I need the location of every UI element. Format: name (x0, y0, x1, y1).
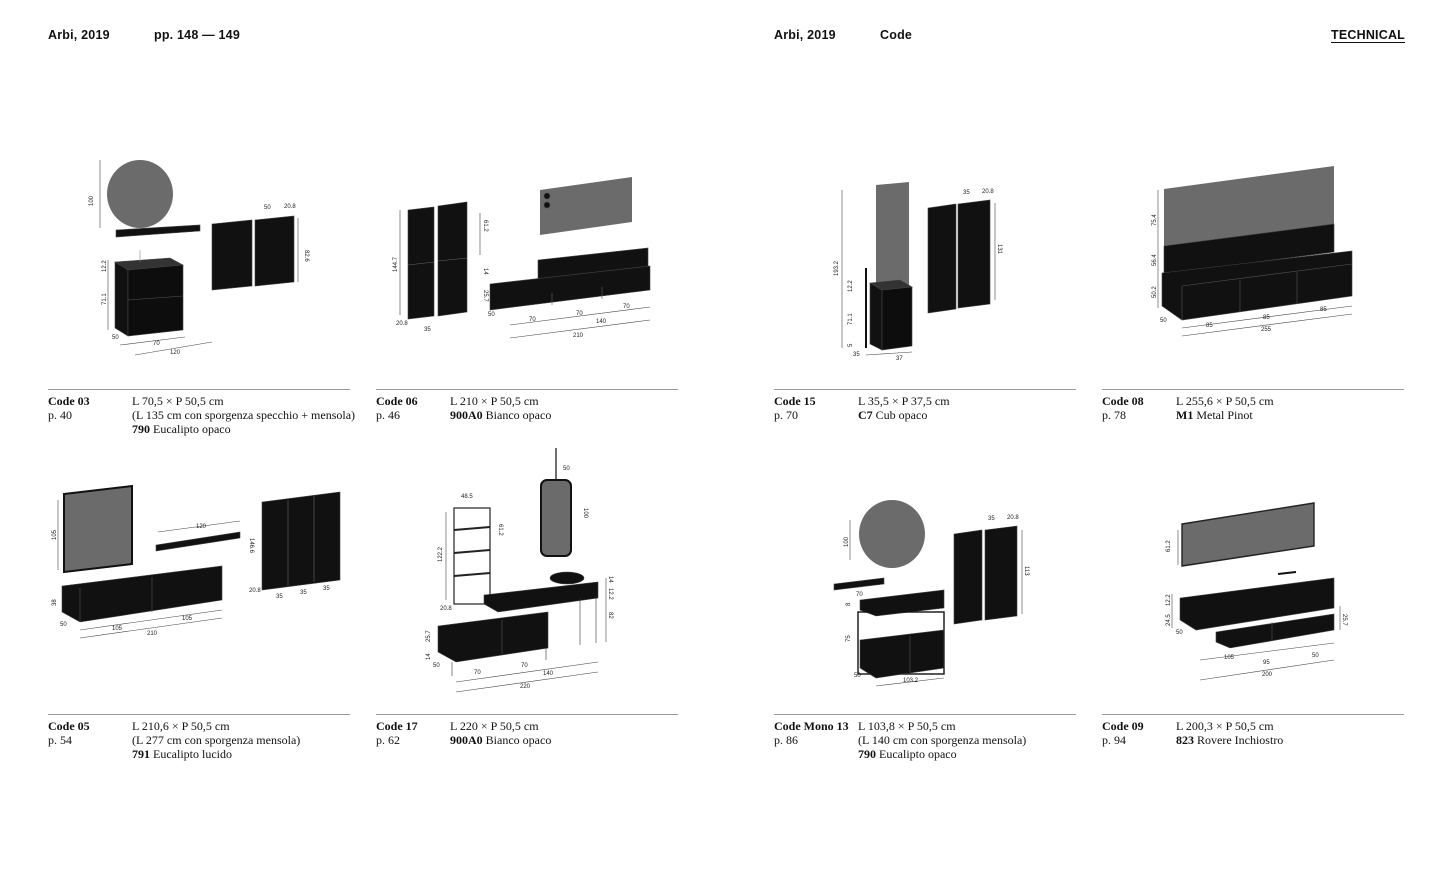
dim-label: 37 (896, 356, 903, 362)
item-dimensions: L 35,5 × P 37,5 cm (858, 394, 950, 408)
dim-label: 85 (1320, 307, 1327, 313)
dim-label: 70 (623, 304, 630, 310)
finish-name: Metal Pinot (1196, 408, 1253, 422)
item-dimensions: L 70,5 × P 50,5 cm (132, 394, 224, 408)
item-dimensions: L 210 × P 50,5 cm (450, 394, 539, 408)
dim-label: 85 (1263, 315, 1270, 321)
dim-label: 48.5 (461, 494, 473, 500)
drawing-code-06 (400, 177, 650, 338)
dim-label: 35 (988, 516, 995, 522)
item-code: Code Mono 13 (774, 719, 849, 733)
dim-label: 71.1 (848, 313, 854, 325)
dim-label: 140 (543, 671, 554, 677)
drawing-code-17 (438, 448, 606, 692)
item-page: p. 86 (774, 733, 798, 747)
dim-label: 20.8 (1007, 515, 1019, 521)
divider (1102, 389, 1404, 390)
finish-name: Rovere Inchiostro (1197, 733, 1284, 747)
dim-label: 70 (529, 317, 536, 323)
finish-code: M1 (1176, 408, 1194, 422)
dim-label: 70 (153, 341, 160, 347)
dim-label: 25.7 (426, 630, 432, 642)
item-dimensions: L 200,3 × P 50,5 cm (1176, 719, 1274, 733)
dim-label: 12.2 (848, 280, 854, 292)
item-code: Code 15 (774, 394, 816, 408)
dim-label: 120 (170, 350, 181, 356)
dim-label: 61.2 (1166, 540, 1172, 552)
dim-label: 14 (426, 653, 432, 660)
divider (376, 389, 678, 390)
finish-name: Eucalipto opaco (153, 422, 231, 436)
dim-label: 95 (1263, 660, 1270, 666)
dim-label: 70 (474, 670, 481, 676)
dim-label: 50 (1176, 630, 1183, 636)
dim-label: 103.2 (903, 678, 919, 684)
item-code: Code 17 (376, 719, 418, 733)
item-dimensions: L 210,6 × P 50,5 cm (132, 719, 230, 733)
dim-label: 12.2 (102, 260, 108, 272)
divider (774, 389, 1076, 390)
finish-code: C7 (858, 408, 873, 422)
dim-label: 12.2 (1166, 594, 1172, 606)
dim-label: 35 (323, 586, 330, 592)
finish-code: 900A0 (450, 733, 483, 747)
dim-label: 144.7 (393, 256, 399, 272)
dim-label: 20.8 (396, 321, 408, 327)
dim-label: 35 (300, 590, 307, 596)
dim-label: 122.2 (438, 546, 444, 562)
dim-label: 120 (196, 524, 207, 530)
item-finish (1176, 733, 1283, 748)
dim-label: 50 (60, 622, 67, 628)
dim-label: 50 (854, 673, 861, 679)
divider (774, 714, 1076, 715)
finish-code: 790 (132, 422, 150, 436)
dim-label: 210 (573, 333, 584, 339)
drawing-code-05 (58, 486, 340, 638)
finish-name: Eucalipto opaco (879, 747, 957, 761)
dim-label: 220 (520, 684, 531, 690)
item-finish (450, 733, 551, 748)
dim-label: 14 (607, 576, 613, 583)
item-dimensions: L 255,6 × P 50,5 cm (1176, 394, 1274, 408)
dim-label: 5 (848, 343, 854, 347)
dim-label: 20.8 (982, 189, 994, 195)
dim-label: 25.7 (1341, 614, 1347, 626)
header-section-technical: TECHNICAL (1331, 28, 1406, 42)
divider (48, 389, 350, 390)
item-finish (132, 422, 231, 437)
item-note: (L 140 cm con sporgenza mensola) (858, 733, 1027, 747)
dim-label: 12.2 (607, 588, 613, 600)
header-page-range: pp. 148 — 149 (154, 28, 240, 42)
dim-label: 200 (1262, 672, 1273, 678)
finish-name: Eucalipto lucido (153, 747, 232, 761)
dim-label: 70 (521, 663, 528, 669)
item-code: Code 06 (376, 394, 418, 408)
dim-label: 131 (996, 244, 1002, 255)
dim-label: 82.6 (303, 250, 309, 262)
dim-label: 25.7 (482, 290, 488, 302)
dim-label: 20.8 (249, 588, 261, 594)
dim-label: 20.8 (284, 204, 296, 210)
dim-label: 50 (112, 335, 119, 341)
finish-code: 790 (858, 747, 876, 761)
finish-code: 900A0 (450, 408, 483, 422)
dim-label: 35 (424, 327, 431, 333)
item-finish (858, 747, 957, 762)
item-page: p. 70 (774, 408, 798, 422)
dim-label: 14 (482, 268, 488, 275)
item-note: (L 135 cm con sporgenza specchio + mensola) (132, 408, 356, 422)
dim-label: 105 (112, 626, 123, 632)
dim-label: 100 (582, 508, 588, 519)
item-code: Code 09 (1102, 719, 1144, 733)
item-page: p. 40 (48, 408, 72, 422)
finish-code: 791 (132, 747, 150, 761)
item-finish (1176, 408, 1253, 423)
dim-label: 56.4 (1152, 254, 1158, 266)
item-note: (L 277 cm con sporgenza mensola) (132, 733, 301, 747)
dim-label: 100 (844, 536, 850, 547)
item-page: p. 78 (1102, 408, 1126, 422)
dim-label: 8 (846, 602, 852, 606)
dim-label: 75 (846, 635, 852, 642)
drawing-code-15 (842, 182, 995, 355)
dim-label: 61.2 (497, 524, 503, 536)
finish-name: Bianco opaco (485, 408, 552, 422)
dim-label: 24.5 (1166, 614, 1172, 626)
dim-label: 75.4 (1152, 214, 1158, 226)
header-brand-right: Arbi, 2019 (774, 28, 836, 42)
dim-label: 35 (963, 190, 970, 196)
finish-name: Bianco opaco (485, 733, 552, 747)
item-page: p. 46 (376, 408, 400, 422)
dim-label: 100 (89, 195, 95, 206)
dim-label: 50 (563, 466, 570, 472)
dim-label: 105 (52, 529, 58, 540)
dim-label: 140 (596, 319, 607, 325)
dim-label: 50 (433, 663, 440, 669)
item-page: p. 62 (376, 733, 400, 747)
divider (376, 714, 678, 715)
item-dimensions: L 103,8 × P 50,5 cm (858, 719, 956, 733)
item-code: Code 03 (48, 394, 90, 408)
dim-label: 38 (52, 599, 58, 606)
dim-label: 193.2 (834, 260, 840, 276)
finish-code: 823 (1176, 733, 1194, 747)
item-code: Code 05 (48, 719, 90, 733)
dim-label: 35 (853, 352, 860, 358)
divider (48, 714, 350, 715)
dim-label: 70 (576, 311, 583, 317)
item-finish (450, 408, 551, 423)
dim-label: 70 (856, 592, 863, 598)
dim-label: 50 (264, 205, 271, 211)
dim-label: 50 (488, 312, 495, 318)
item-dimensions: L 220 × P 50,5 cm (450, 719, 539, 733)
dim-label: 50 (1160, 318, 1167, 324)
dim-label: 85 (1206, 323, 1213, 329)
dim-label: 50.2 (1152, 286, 1158, 298)
item-finish (858, 408, 927, 423)
dim-label: 20.8 (440, 606, 452, 612)
header-brand-left: Arbi, 2019 (48, 28, 110, 42)
dim-label: 50 (1312, 653, 1319, 659)
header-collection: Code (880, 28, 913, 42)
dim-label: 71.1 (102, 293, 108, 305)
item-finish (132, 747, 232, 762)
dim-label: 35 (276, 594, 283, 600)
dim-label: 210 (147, 631, 158, 637)
item-page: p. 94 (1102, 733, 1126, 747)
divider (1102, 714, 1404, 715)
dim-label: 82 (607, 612, 613, 619)
finish-name: Cub opaco (875, 408, 928, 422)
item-page: p. 54 (48, 733, 72, 747)
dim-label: 61.2 (482, 220, 488, 232)
drawing-code-03 (100, 160, 298, 355)
dim-label: 105 (1224, 655, 1235, 661)
dim-label: 105 (182, 616, 193, 622)
dim-label: 113 (1023, 566, 1029, 576)
dim-label: 146.6 (248, 538, 254, 554)
item-code: Code 08 (1102, 394, 1144, 408)
dim-label: 255 (1261, 327, 1272, 333)
